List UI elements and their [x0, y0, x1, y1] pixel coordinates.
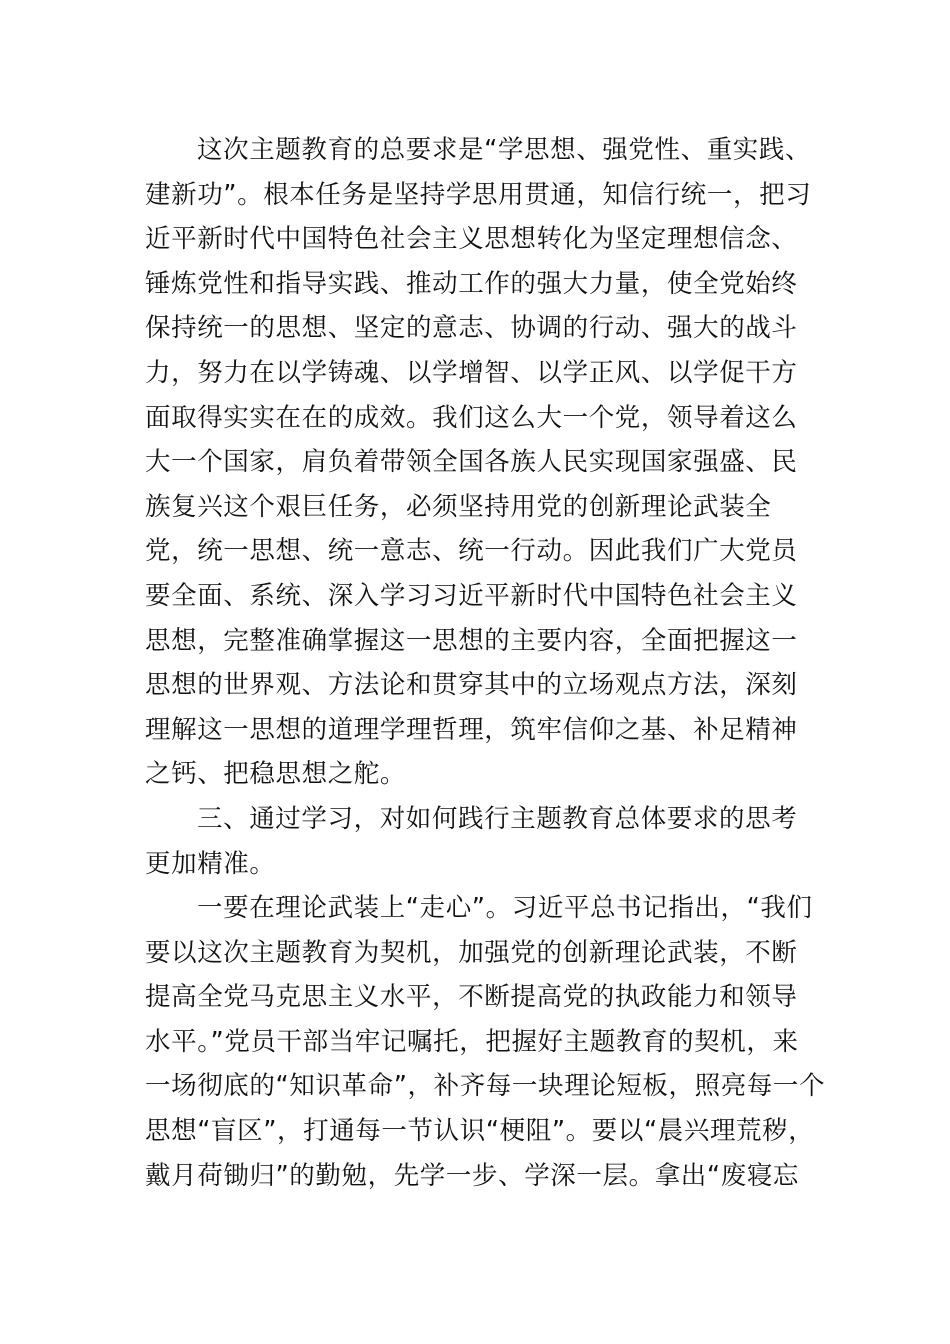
section-heading-line-2: 更加精准。 [145, 848, 276, 879]
paragraph-1-line-9: 族复兴这个艰巨任务，必须坚持用党的创新理论武装全 [145, 491, 772, 522]
paragraph-2-line-6: 思想“盲区”，打通每一节认识“梗阻”。要以“晨兴理荒秽， [145, 1116, 815, 1147]
paragraph-1-line-4: 锤炼党性和指导实践、推动工作的强大力量，使全党始终 [145, 268, 798, 299]
paragraph-1-line-10: 党，统一思想、统一意志、统一行动。因此我们广大党员 [145, 536, 798, 567]
paragraph-2-line-7: 戴月荷锄归”的勤勉，先学一步、学深一层。拿出“废寝忘 [145, 1160, 800, 1191]
paragraph-1-line-15: 之钙、把稳思想之舵。 [145, 759, 407, 790]
paragraph-1-line-5: 保持统一的思想、坚定的意志、协调的行动、强大的战斗 [145, 313, 798, 344]
paragraph-1-line-13: 思想的世界观、方法论和贯穿其中的立场观点方法，深刻 [145, 670, 798, 701]
paragraph-2-line-2: 要以这次主题教育为契机，加强党的创新理论武装，不断 [145, 937, 798, 968]
paragraph-1-line-8: 大一个国家，肩负着带领全国各族人民实现国家强盛、民 [145, 447, 798, 478]
paragraph-1-line-6: 力，努力在以学铸魂、以学增智、以学正风、以学促干方 [145, 357, 798, 388]
paragraph-1-line-1: 这次主题教育的总要求是“学思想、强党性、重实践、 [197, 135, 812, 165]
paragraph-2-line-5: 一场彻底的“知识革命”，补齐每一块理论短板，照亮每一个 [145, 1071, 826, 1102]
paragraph-2-line-3: 提高全党马克思主义水平，不断提高党的执政能力和领导 [145, 982, 798, 1013]
paragraph-1-line-7: 面取得实实在在的成效。我们这么大一个党，领导着这么 [145, 402, 798, 433]
paragraph-1-line-11: 要全面、系统、深入学习习近平新时代中国特色社会主义 [145, 580, 798, 611]
paragraph-1-line-12: 思想，完整准确掌握这一思想的主要内容，全面把握这一 [145, 625, 798, 656]
paragraph-2-line-4: 水平。”党员干部当牢记嘱托，把握好主题教育的契机，来 [145, 1026, 799, 1057]
section-heading-line-1: 三、通过学习，对如何践行主题教育总体要求的思考 [197, 803, 798, 834]
paragraph-1-line-3: 近平新时代中国特色社会主义思想转化为坚定理想信念、 [145, 224, 798, 255]
body-text [145, 128, 826, 1198]
paragraph-1-line-14: 理解这一思想的道理学理哲理，筑牢信仰之基、补足精神 [145, 714, 798, 745]
paragraph-2-line-1: 一要在理论武装上“走心”。习近平总书记指出，“我们 [197, 893, 813, 924]
paragraph-1-line-2: 建新功”。根本任务是坚持学思用贯通，知信行统一，把习 [145, 179, 812, 210]
